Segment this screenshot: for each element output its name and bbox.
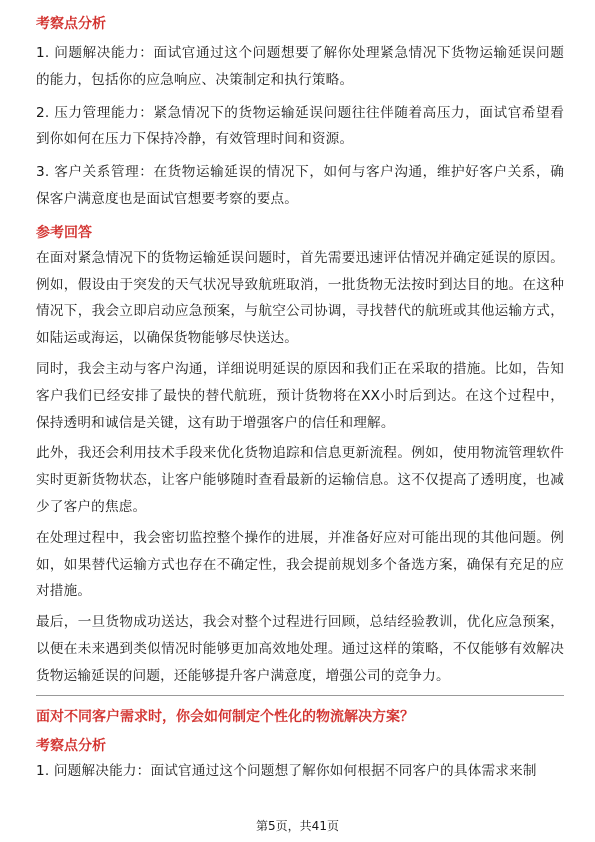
answer-paragraph-5: 最后，一旦货物成功送达，我会对整个过程进行回顾，总结经验教训，优化应急预案，以便在未来遇到类似情况时能够更加高效地处理。通过这样的策略，不仅能够有效解决货物运输延误的问题，还能够提升客户满意度，增强公司的竞争力。 xyxy=(36,614,564,684)
analysis-item-2: 2. 压力管理能力：紧急情况下的货物运输延误问题往往伴随着高压力，面试官希望看到你如何在压力下保持冷静，有效管理时间和资源。 xyxy=(36,104,564,148)
answer-paragraph-2: 同时，我会主动与客户沟通，详细说明延误的原因和我们正在采取的措施。比如，告知客户我们已经安排了最快的替代航班，预计货物将在XX小时后到达。在这个过程中，保持透明和诚信是关键，这有助于增强客户的信任和理解。 xyxy=(36,360,564,431)
analysis-item-1: 1. 问题解决能力：面试官通过这个问题想要了解你处理紧急情况下货物运输延误问题的能力，包括你的应急响应、决策制定和执行策略。 xyxy=(36,45,564,88)
analysis-item-3: 3. 客户关系管理：在货物运输延误的情况下，如何与客户沟通，维护好客户关系，确保客户满意度也是面试官想要考察的要点。 xyxy=(36,164,564,207)
section-title-answer: 参考回答 xyxy=(36,224,92,241)
section-title-analysis: 考察点分析 xyxy=(36,16,106,32)
page-content xyxy=(36,14,564,788)
next-analysis-item-1: 1. 问题解决能力：面试官通过这个问题想了解你如何根据不同客户的具体需求来制 xyxy=(36,762,537,779)
page-number: 第5页，共41页 xyxy=(256,819,339,833)
answer-paragraph-3: 此外，我还会利用技术手段来优化货物追踪和信息更新流程。例如，使用物流管理软件实时更新货物状态，让客户能够随时查看最新的运输信息。这不仅提高了透明度，也减少了客户的焦虑。 xyxy=(36,445,564,515)
section-divider xyxy=(36,695,564,696)
answer-paragraph-4: 在处理过程中，我会密切监控整个操作的进展，并准备好应对可能出现的其他问题。例如，如果替代运输方式也存在不确定性，我会提前规划多个备选方案，确保有充足的应对措施。 xyxy=(36,529,564,600)
next-question-title: 面对不同客户需求时，你会如何制定个性化的物流解决方案？ xyxy=(36,708,414,725)
next-section-title-analysis: 考察点分析 xyxy=(36,737,106,754)
answer-paragraph-1: 在面对紧急情况下的货物运输延误问题时，首先需要迅速评估情况并确定延误的原因。例如，假设由于突发的天气状况导致航班取消，一批货物无法按时到达目的地。在这种情况下，我会立即启动应急预案，与航空公司协调，寻找替代的航班或其他运输方式，如陆运或海运，以确保货物能够尽快送达。 xyxy=(36,249,564,347)
